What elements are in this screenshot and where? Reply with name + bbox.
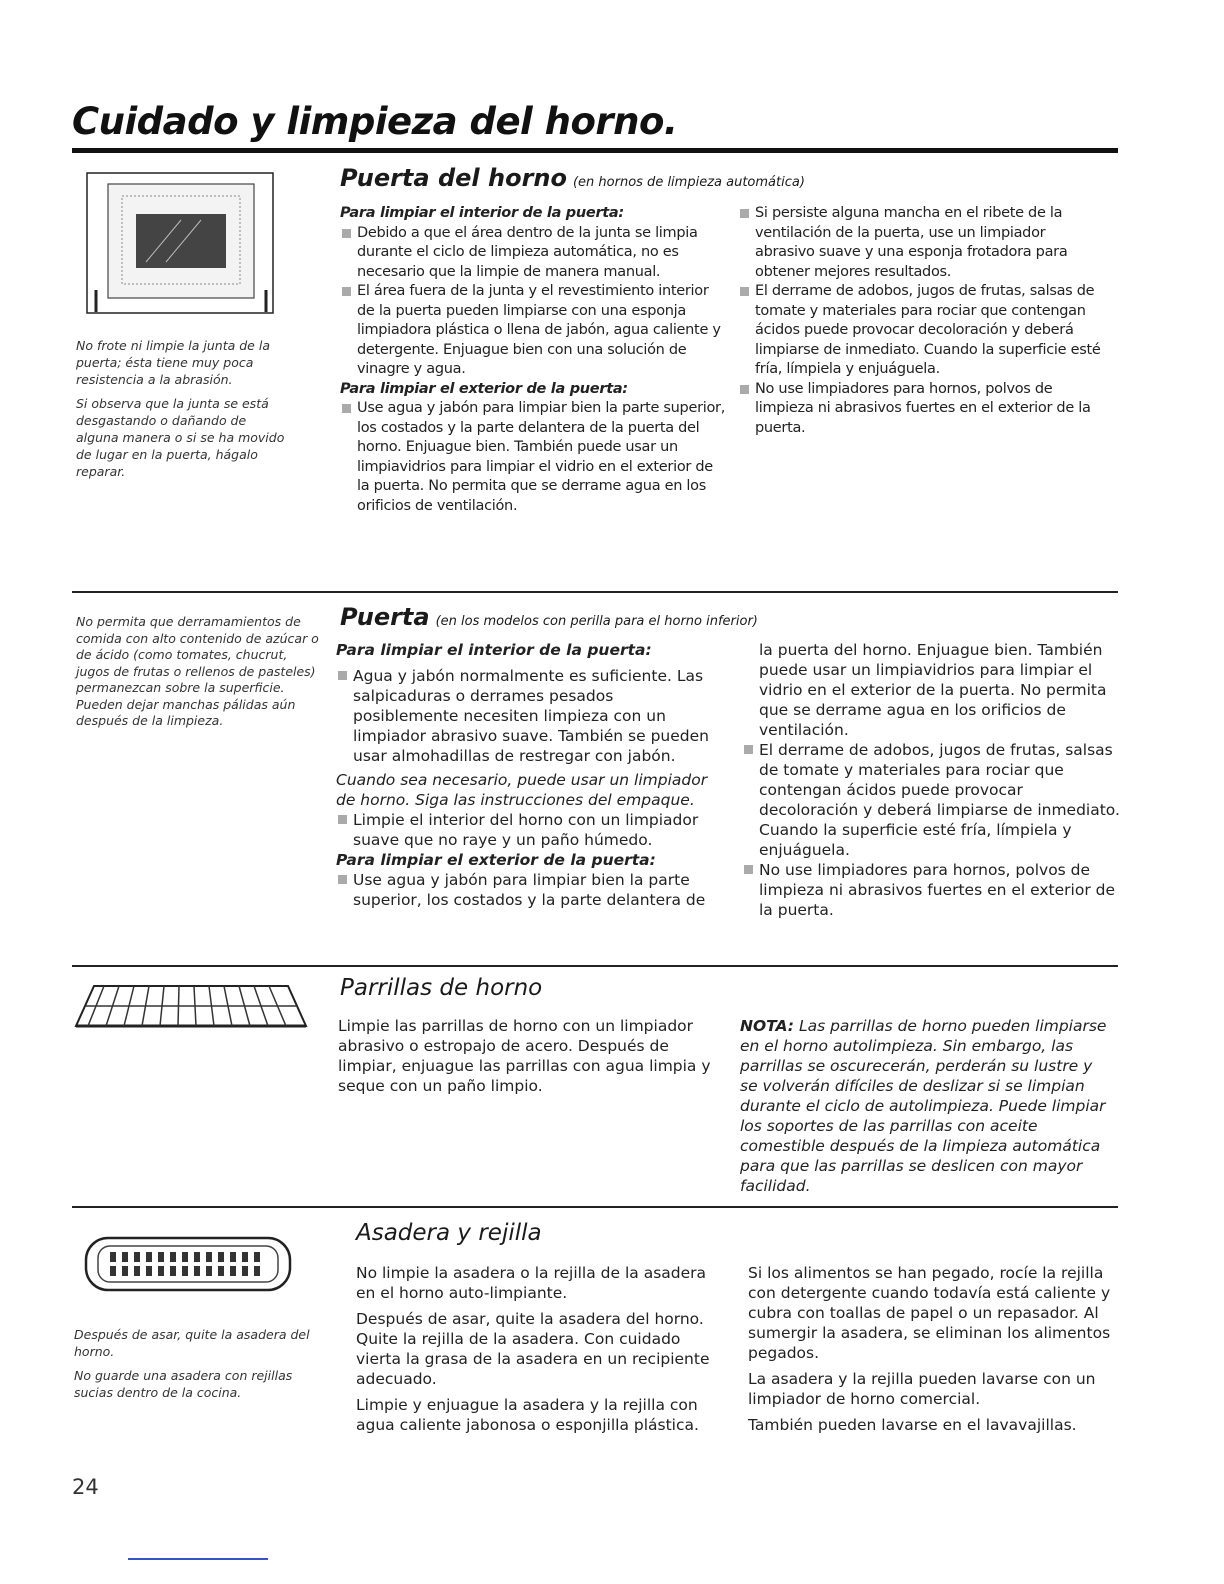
- bullet-item: Debido a que el área dentro de la junta se limpia durante el ciclo de limpieza automática, no es necesario que la limpie de manera manual.: [340, 224, 725, 283]
- bullet-item: Limpie el interior del horno con un limpiador suave que no raye y un paño húmedo.: [336, 810, 718, 850]
- bullet-item: No use limpiadores para hornos, polvos de limpieza ni abrasivos fuertes en el exterior de la puerta.: [738, 380, 1106, 439]
- oven-door-illustration: [86, 172, 290, 314]
- section-title-oven-door: Puerta del horno (en hornos de limpieza automática): [340, 164, 805, 192]
- bullet-item: Si persiste alguna mancha en el ribete de la ventilación de la puerta, use un limpiador abrasivo suave y una esponja frotadora para obtener mejores resultados.: [738, 204, 1106, 282]
- section-title-broiler: Asadera y rejilla: [356, 1220, 542, 1246]
- exterior-heading: Para limpiar el exterior de la puerta:: [336, 851, 656, 869]
- broiler-pan-illustration: [84, 1232, 292, 1296]
- interior-heading: Para limpiar el interior de la puerta:: [336, 641, 652, 659]
- paragraph: La asadera y la rejilla pueden lavarse con un limpiador de horno comercial.: [748, 1370, 1096, 1408]
- oven-cleaner-note: Cuando sea necesario, puede usar un limpiador de horno. Siga las instrucciones del empaque.: [336, 771, 708, 809]
- oven-rack-illustration: [74, 978, 310, 1034]
- broiler-note-2: No guarde una asadera con rejillas sucias dentro de la cocina.: [74, 1368, 293, 1400]
- exterior-heading: Para limpiar el exterior de la puerta:: [340, 380, 628, 397]
- door-lower-right-column: [742, 640, 1120, 920]
- bullet-item: No use limpiadores para hornos, polvos de limpieza ni abrasivos fuertes en el exterior de la puerta.: [742, 860, 1120, 920]
- footer-line: [128, 1558, 268, 1560]
- section-divider: [72, 965, 1118, 967]
- door-note-2: Si observa que la junta se está desgastando o dañando de alguna manera o si se ha movido de lugar en la puerta, hágalo reparar.: [76, 396, 285, 479]
- door-image-notes: [76, 337, 291, 487]
- section-title-door: Puerta (en los modelos con perilla para el horno inferior): [340, 603, 758, 631]
- paragraph: Limpie y enjuague la asadera y la rejilla con agua caliente jabonosa o esponjilla plástica.: [356, 1396, 699, 1434]
- bullet-item: Use agua y jabón para limpiar bien la parte superior, los costados y la parte delantera de: [336, 870, 718, 910]
- broiler-note-1: Después de asar, quite la asadera del horno.: [74, 1327, 310, 1359]
- title-rule: [72, 148, 1118, 153]
- broiler-left-column: [356, 1263, 728, 1435]
- spill-warning-note: No permita que derramamientos de comida con alto contenido de azúcar o de ácido (como tomates, chucrut, jugos de frutas o rellenos de pasteles) permanezcan sobre la superficie. Pueden dejar manchas pálidas aún después de la limpieza.: [76, 614, 319, 728]
- interior-heading: Para limpiar el interior de la puerta:: [340, 205, 624, 221]
- paragraph: También pueden lavarse en el lavavajillas.: [748, 1416, 1077, 1434]
- door-note-1: No frote ni limpie la junta de la puerta; ésta tiene muy poca resistencia a la abrasión.: [76, 338, 270, 387]
- paragraph: Si los alimentos se han pegado, rocíe la rejilla con detergente cuando todavía está caliente y cubra con toallas de papel o un repasador. Al sumergir la asadera, se eliminan los alimentos pegados.: [748, 1264, 1111, 1362]
- door-self-clean-right-column: [738, 204, 1106, 438]
- note-text: Las parrillas de horno pueden limpiarse en el horno autolimpieza. Sin embargo, las parrillas se oscurecerán, perderán su lustre y se volverán difíciles de deslizar si se limpian durante el ciclo de autolimpieza. Puede limpiar los soportes de las parrillas con aceite comestible después de la limpieza automática para que las parrillas se deslicen con mayor facilidad.: [740, 1017, 1107, 1195]
- bullet-item: El derrame de adobos, jugos de frutas, salsas de tomate y materiales para rociar que contengan ácidos puede provocar decoloración y deberá limpiarse de inmediato. Cuando la superficie esté fría, límpiela y enjuáguela.: [742, 740, 1120, 860]
- door-self-clean-left-column: [340, 204, 725, 516]
- broiler-image-notes: [74, 1326, 314, 1408]
- bullet-item: Agua y jabón normalmente es suficiente. Las salpicaduras o derrames pesados posiblemente necesiten limpieza con un limpiador abrasivo suave. También se pueden usar almohadillas de restregar con jabón.: [336, 666, 718, 766]
- section-subtitle-door: (en los modelos con perilla para el horno inferior): [435, 614, 758, 629]
- bullet-continuation: la puerta del horno. Enjuague bien. También puede usar un limpiavidrios para limpiar el vidrio en el exterior de la puerta. No permita que se derrame agua en los orificios de ventilación.: [759, 641, 1107, 739]
- section-divider: [72, 591, 1118, 593]
- note-label: NOTA:: [740, 1017, 795, 1035]
- bullet-item: El derrame de adobos, jugos de frutas, salsas de tomate y materiales para rociar que contengan ácidos puede provocar decoloración y deberá limpiarse de inmediato. Cuando la superficie esté fría, límpiela y enjuáguela.: [738, 282, 1106, 380]
- door-lower-left-column: [336, 640, 718, 910]
- paragraph: Después de asar, quite la asadera del horno. Quite la rejilla de la asadera. Con cuidado vierta la grasa de la asadera en un recipiente adecuado.: [356, 1310, 710, 1388]
- racks-text: Limpie las parrillas de horno con un limpiador abrasivo o estropajo de acero. Después de limpiar, enjuague las parrillas con agua limpia y seque con un paño limpio.: [338, 1017, 711, 1095]
- section-divider: [72, 1206, 1118, 1208]
- broiler-right-column: [748, 1263, 1120, 1435]
- page-number: 24: [72, 1475, 99, 1499]
- racks-note: [740, 1016, 1112, 1196]
- paragraph: No limpie la asadera o la rejilla de la asadera en el horno auto-limpiante.: [356, 1264, 707, 1302]
- section-subtitle-oven-door: (en hornos de limpieza automática): [572, 175, 805, 190]
- section-title-racks: Parrillas de horno: [340, 975, 543, 1001]
- page-title: Cuidado y limpieza del horno.: [72, 100, 678, 143]
- bullet-item: El área fuera de la junta y el revestimiento interior de la puerta pueden limpiarse con una esponja limpiadora plástica o llena de jabón, agua caliente y detergente. Enjuague bien con una solución de vinagre y agua.: [340, 282, 725, 380]
- bullet-item: Use agua y jabón para limpiar bien la parte superior, los costados y la parte delantera de la puerta del horno. Enjuague bien. También puede usar un limpiavidrios para limpiar el vidrio en el exterior de la puerta. No permita que se derrame agua en los orificios de ventilación.: [340, 399, 725, 516]
